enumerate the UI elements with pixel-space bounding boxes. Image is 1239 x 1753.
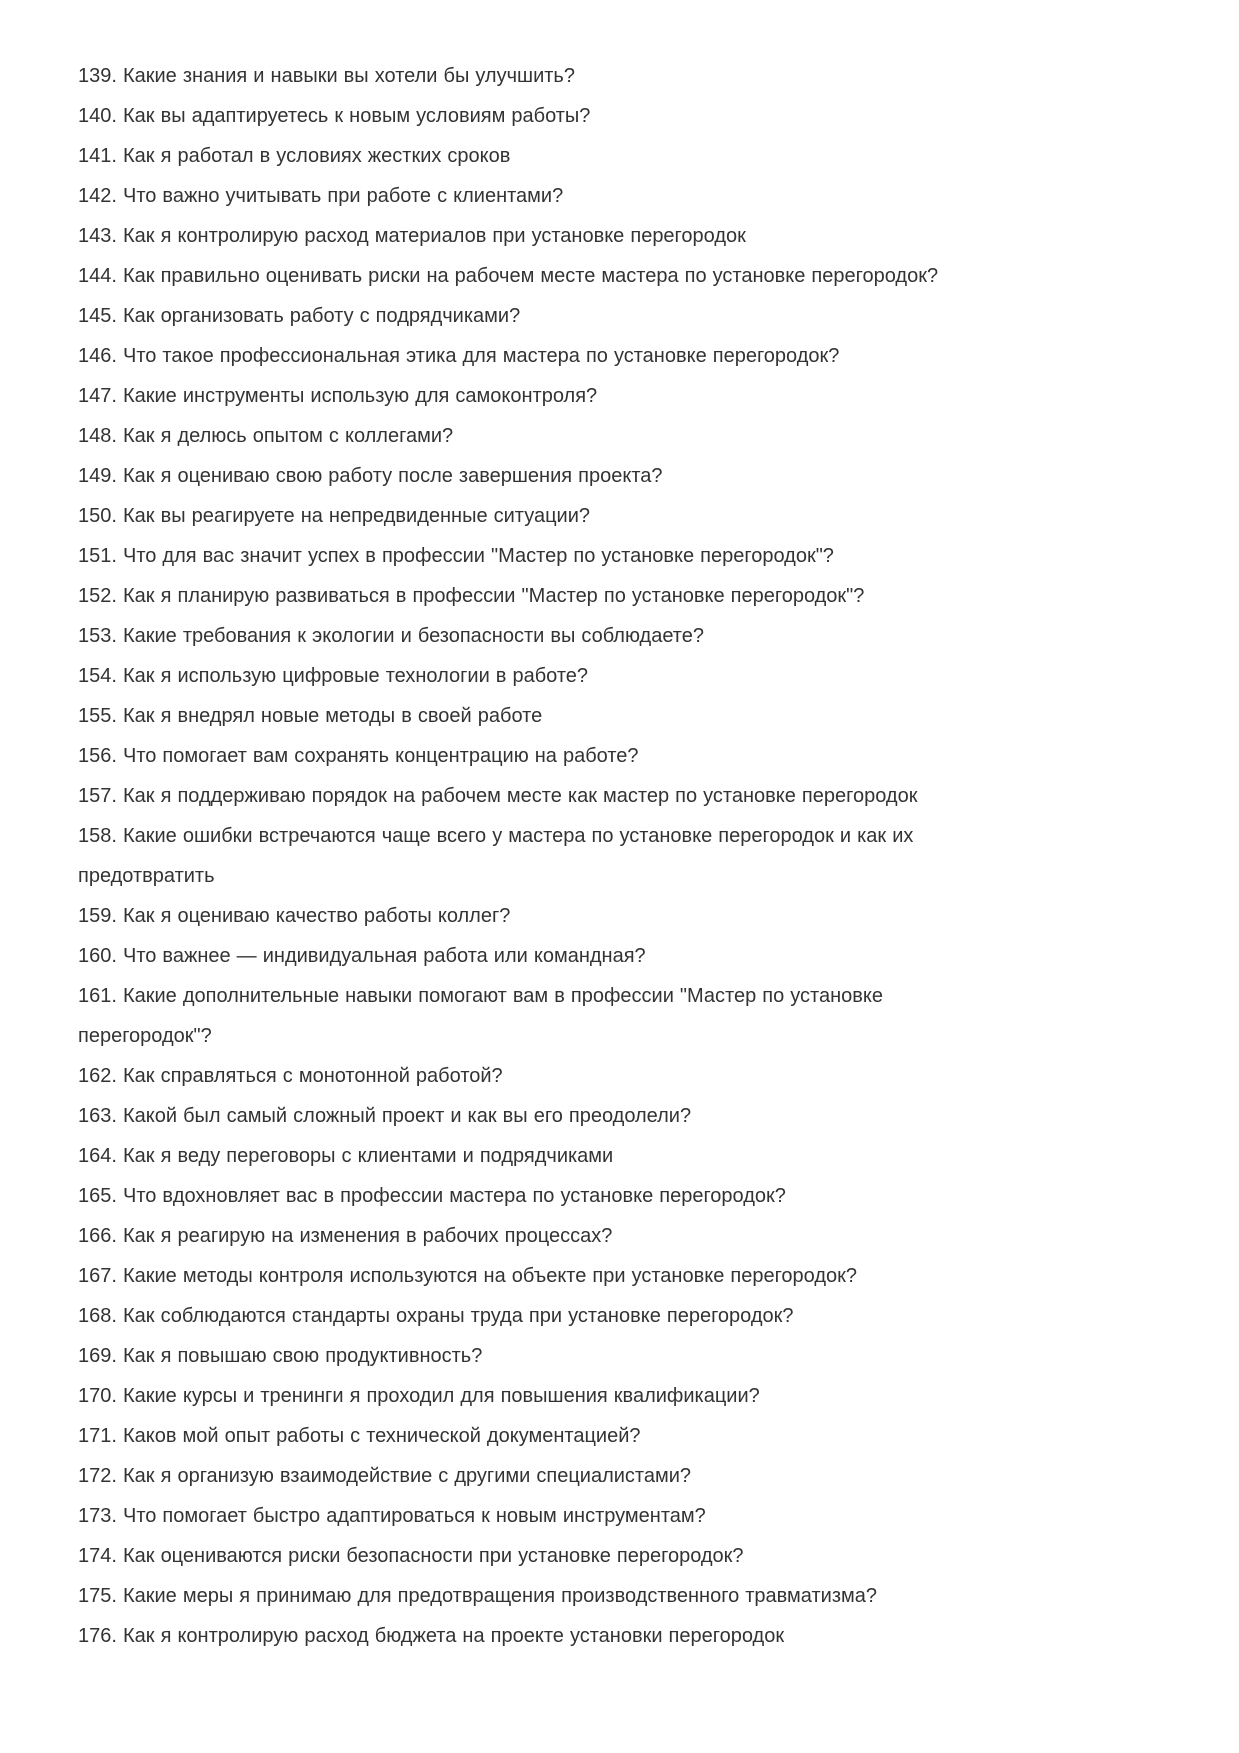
list-item: 168. Как соблюдаются стандарты охраны труда при установке перегородок? <box>78 1305 794 1327</box>
list-item: 167. Какие методы контроля используются на объекте при установке перегородок? <box>78 1265 858 1287</box>
list-item: 152. Как я планирую развиваться в профессии "Мастер по установке перегородок"? <box>78 585 865 607</box>
list-item: 150. Как вы реагируете на непредвиденные ситуации? <box>78 505 591 527</box>
list-item: 149. Как я оцениваю свою работу после завершения проекта? <box>78 465 663 487</box>
list-item: 151. Что для вас значит успех в профессии "Мастер по установке перегородок"? <box>78 545 834 567</box>
list-item: 158. Какие ошибки встречаются чаще всего у мастера по установке перегородок и как их предотвратить <box>78 825 914 887</box>
list-item: 140. Как вы адаптируетесь к новым условиям работы? <box>78 105 591 127</box>
list-item: 161. Какие дополнительные навыки помогают вам в профессии "Мастер по установке перегородок"? <box>78 985 884 1047</box>
list-item: 171. Каков мой опыт работы с технической документацией? <box>78 1425 641 1447</box>
list-item: 172. Как я организую взаимодействие с другими специалистами? <box>78 1465 692 1487</box>
list-item: 144. Как правильно оценивать риски на рабочем месте мастера по установке перегородок? <box>78 265 939 287</box>
list-item: 148. Как я делюсь опытом с коллегами? <box>78 425 454 447</box>
list-item: 176. Как я контролирую расход бюджета на проекте установки перегородок <box>78 1625 785 1647</box>
list-item: 164. Как я веду переговоры с клиентами и подрядчиками <box>78 1145 614 1167</box>
list-item: 162. Как справляться с монотонной работой? <box>78 1065 503 1087</box>
list-item: 145. Как организовать работу с подрядчиками? <box>78 305 521 327</box>
list-item: 155. Как я внедрял новые методы в своей работе <box>78 705 543 727</box>
list-item: 159. Как я оцениваю качество работы коллег? <box>78 905 511 927</box>
list-item: 146. Что такое профессиональная этика для мастера по установке перегородок? <box>78 345 840 367</box>
question-list <box>78 56 1018 1656</box>
list-item: 143. Как я контролирую расход материалов при установке перегородок <box>78 225 746 247</box>
list-item: 157. Как я поддерживаю порядок на рабочем месте как мастер по установке перегородок <box>78 785 918 807</box>
list-item: 139. Какие знания и навыки вы хотели бы улучшить? <box>78 65 575 87</box>
list-item: 173. Что помогает быстро адаптироваться к новым инструментам? <box>78 1505 706 1527</box>
list-item: 169. Как я повышаю свою продуктивность? <box>78 1345 483 1367</box>
list-item: 160. Что важнее — индивидуальная работа или командная? <box>78 945 646 967</box>
list-item: 142. Что важно учитывать при работе с клиентами? <box>78 185 564 207</box>
list-item: 156. Что помогает вам сохранять концентрацию на работе? <box>78 745 639 767</box>
list-item: 141. Как я работал в условиях жестких сроков <box>78 145 511 167</box>
list-item: 165. Что вдохновляет вас в профессии мастера по установке перегородок? <box>78 1185 786 1207</box>
list-item: 153. Какие требования к экологии и безопасности вы соблюдаете? <box>78 625 704 647</box>
list-item: 175. Какие меры я принимаю для предотвращения производственного травматизма? <box>78 1585 877 1607</box>
list-item: 170. Какие курсы и тренинги я проходил для повышения квалификации? <box>78 1385 760 1407</box>
list-item: 163. Какой был самый сложный проект и как вы его преодолели? <box>78 1105 692 1127</box>
list-item: 154. Как я использую цифровые технологии в работе? <box>78 665 589 687</box>
list-item: 174. Как оцениваются риски безопасности при установке перегородок? <box>78 1545 744 1567</box>
list-item: 147. Какие инструменты использую для самоконтроля? <box>78 385 598 407</box>
list-item: 166. Как я реагирую на изменения в рабочих процессах? <box>78 1225 613 1247</box>
